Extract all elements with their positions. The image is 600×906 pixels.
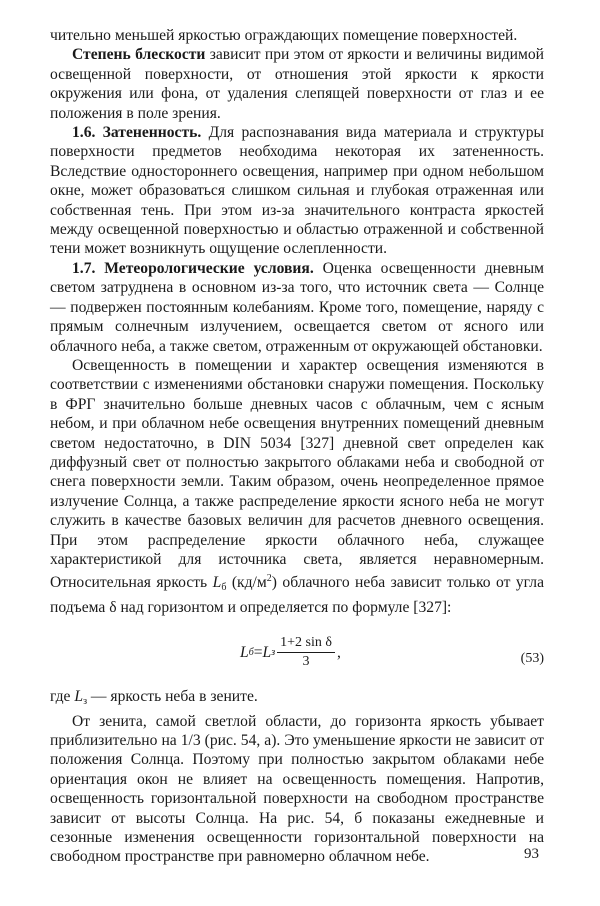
formula-numerator: 1+2 sin δ	[277, 635, 335, 653]
formula-expression	[240, 635, 341, 670]
page-number: 93	[524, 846, 539, 862]
formula-equals: =	[253, 643, 263, 661]
symbol-l: L	[74, 688, 84, 706]
formula-lhs-sub: б	[248, 646, 254, 658]
paragraph-text: Оценка освещенности дневным светом затруднена в основном из-за того, что источник света — Солнце — подвержен постоянным колебаниям. Кроме того, помещение, наряду с прямым солнечным излучением, освещается светом от ясного или облачного неба, а также светом, отраженным от окружающей обстановки.	[50, 259, 544, 355]
section-heading: 1.6. Затененность.	[72, 124, 202, 142]
formula-denominator: 3	[302, 654, 310, 670]
symbol-subscript: б	[221, 582, 227, 594]
paragraph-text: От зенита, самой светлой области, до горизонта яркость убывает приблизительно на 1/3 (рис. 54, а). Это уменьшение яркости не зависит от положения Солнца. Поэтому при полностью закрытом облаками небе ориентация окон не влияет на освещенность помещения. Напротив, освещенность горизонтальной поверхности на свободном пространстве зависит от высоты Солнца. На рис. 54, б показаны ежедневные и сезонные изменения освещенности горизонтальной поверхности на свободном пространстве при равномерно облачном небе.	[50, 712, 544, 866]
formula-comma: ,	[336, 643, 341, 661]
formula-lhs: L	[240, 643, 249, 661]
formula-53	[50, 627, 544, 683]
paragraph-zenith	[50, 712, 544, 867]
symbol-l: L	[212, 574, 222, 592]
paragraph-text: ) облачного неба зависит только от угла подъема δ над горизонтом и определяется по формуле [327]:	[50, 574, 544, 616]
paragraph-text: чительно меньшей яркостью ограждающих помещение поверхностей.	[50, 27, 518, 44]
body-text	[50, 26, 544, 867]
paragraph-text: зависит при этом от яркости и величины видимой освещенной поверхности, от отношения этой яркости к яркости окружения или фона, от удаления слепящей поверхности от глаз и ее положения в поле зрения.	[50, 46, 544, 122]
symbol-subscript: з	[83, 696, 88, 708]
paragraph-text: Для распознавания вида материала и структуры поверхности предметов необходима некоторая их затененность. Вследствие одностороннего освещения, например при одном небольшом окне, может образоваться слишком сильная и глубокая отраженная или собственная тень. При этом из-за значительного контраста яркостей между освещенной поверхностью и областью отраженной и собственной тени может возникнуть ощущение ослепленности.	[50, 124, 544, 258]
paragraph-continued	[50, 26, 544, 45]
equation-number: (53)	[520, 651, 544, 667]
term-glare-degree: Степень блескости	[72, 46, 206, 64]
section-heading: 1.7. Метеорологические условия.	[72, 259, 314, 277]
unit-superscript: 2	[266, 573, 272, 585]
formula-rhs-sub: з	[271, 646, 276, 658]
section-1-6	[50, 123, 544, 259]
paragraph-illumination	[50, 356, 544, 617]
formula-rhs: L	[262, 643, 272, 661]
paragraph-text: — яркость неба в зените.	[87, 688, 258, 706]
paragraph-text: где	[50, 688, 75, 706]
paragraph-glare	[50, 45, 544, 123]
paragraph-where	[50, 687, 544, 711]
unit-text: (кд/м	[226, 574, 267, 592]
paragraph-text: Освещенность в помещении и характер освещения изменяются в соответствии с изменениями обстановки снаружи помещения. Поскольку в ФРГ значительно больше дневных часов с облачным, чем с ясным небом, и при облачном небе освещения внутренних помещений дневным светом недостаточно, в DIN 5034 [327] дневной свет определен как диффузный свет от полностью закрытого облаками неба и свободной от снега поверхности земли. Таким образом, очень неопределенное прямое излучение Солнца, а также распределение яркости ясного неба не могут служить в качестве базовых величин для расчетов дневного освещения. При этом распределение яркости облачного неба, служащее характеристикой для источника света, является неравномерным. Относительная яркость	[50, 356, 544, 592]
formula-fraction	[277, 635, 335, 670]
section-1-7	[50, 259, 544, 356]
